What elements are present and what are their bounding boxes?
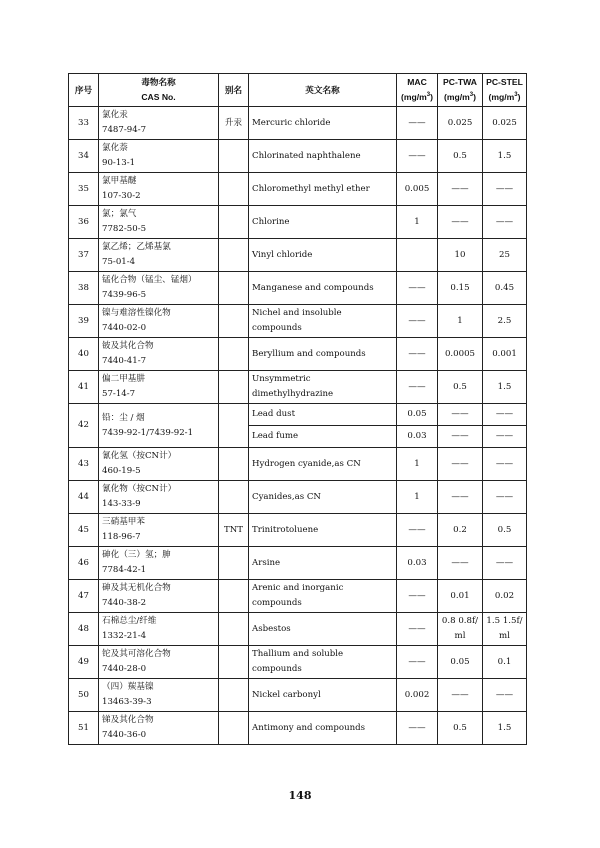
stel-value: 25 xyxy=(483,239,527,272)
alias-cell xyxy=(219,580,249,613)
english-name: Cyanides,as CN xyxy=(249,481,397,514)
toxicant-name: 石棉总尘/纤维 xyxy=(102,616,157,626)
toxicant-name-cell xyxy=(99,679,219,712)
twa-value: —— xyxy=(438,547,483,580)
stel-value: 1.5 1.5f/ml xyxy=(483,613,527,646)
english-name: Lead fume xyxy=(249,426,397,448)
stel-value: 0.001 xyxy=(483,338,527,371)
toxicant-name-cell xyxy=(99,338,219,371)
row-number: 36 xyxy=(69,206,99,239)
table-row xyxy=(69,305,527,338)
english-name: Chloromethyl methyl ether xyxy=(249,173,397,206)
header-mac xyxy=(397,74,438,107)
toxicant-name-cell xyxy=(99,580,219,613)
mac-value: —— xyxy=(397,338,438,371)
alias-cell xyxy=(219,338,249,371)
alias-cell xyxy=(219,206,249,239)
mac-value: —— xyxy=(397,613,438,646)
toxicant-name-cell xyxy=(99,448,219,481)
row-number: 43 xyxy=(69,448,99,481)
twa-value: —— xyxy=(438,173,483,206)
toxicant-name-cell xyxy=(99,481,219,514)
mac-value: —— xyxy=(397,305,438,338)
table-row xyxy=(69,481,527,514)
toxicant-name-cell xyxy=(99,206,219,239)
cas-number: 107-30-2 xyxy=(102,191,141,201)
twa-value: 0.05 xyxy=(438,646,483,679)
stel-value: —— xyxy=(483,448,527,481)
cas-number: 57-14-7 xyxy=(102,389,136,399)
unit-superscript: 3 xyxy=(426,92,431,99)
cas-number: 7440-38-2 xyxy=(102,598,147,608)
mac-value: 1 xyxy=(397,481,438,514)
table-row xyxy=(69,613,527,646)
toxicant-name: 氰化氢（按CN计） xyxy=(102,451,177,461)
mac-value: —— xyxy=(397,107,438,140)
toxicant-name: 氯乙烯；乙烯基氯 xyxy=(102,242,171,252)
alias-cell xyxy=(219,547,249,580)
english-name: Unsymmetric dimethylhydrazine xyxy=(249,371,397,404)
table-row xyxy=(69,173,527,206)
row-number: 37 xyxy=(69,239,99,272)
english-name: Chlorine xyxy=(249,206,397,239)
twa-value: —— xyxy=(438,679,483,712)
toxicant-name: 铊及其可溶化合物 xyxy=(102,649,171,659)
cas-number: 143-33-9 xyxy=(102,499,141,509)
row-number: 38 xyxy=(69,272,99,305)
english-name: Antimony and compounds xyxy=(249,712,397,745)
stel-value: 1.5 xyxy=(483,140,527,173)
english-name: Chlorinated naphthalene xyxy=(249,140,397,173)
alias-cell xyxy=(219,305,249,338)
toxicant-name-cell xyxy=(99,173,219,206)
row-number: 41 xyxy=(69,371,99,404)
stel-value: 1.5 xyxy=(483,371,527,404)
alias-cell xyxy=(219,646,249,679)
header-alias: 别名 xyxy=(219,74,249,107)
stel-value: —— xyxy=(483,679,527,712)
english-name: Nichel and insoluble compounds xyxy=(249,305,397,338)
header-english: 英文名称 xyxy=(249,74,397,107)
toxicant-name: 偏二甲基肼 xyxy=(102,374,145,384)
toxicant-name: 镍与难溶性镍化物 xyxy=(102,308,171,318)
unit-superscript: 3 xyxy=(469,92,474,99)
twa-value: 10 xyxy=(438,239,483,272)
mac-value: 1 xyxy=(397,206,438,239)
header-stel-label: PC-STEL xyxy=(486,77,523,87)
toxicant-name: 氰化物（按CN计） xyxy=(102,484,177,494)
cas-number: 90-13-1 xyxy=(102,158,136,168)
stel-value: 0.45 xyxy=(483,272,527,305)
row-number: 51 xyxy=(69,712,99,745)
twa-value: 0.0005 xyxy=(438,338,483,371)
header-unit xyxy=(489,92,521,102)
twa-value: —— xyxy=(438,481,483,514)
english-name: Asbestos xyxy=(249,613,397,646)
english-name: Arenic and inorganic compounds xyxy=(249,580,397,613)
stel-value: —— xyxy=(483,426,527,448)
twa-value: —— xyxy=(438,426,483,448)
table-row xyxy=(69,712,527,745)
row-number: 44 xyxy=(69,481,99,514)
table-row xyxy=(69,338,527,371)
row-number: 40 xyxy=(69,338,99,371)
mac-value: —— xyxy=(397,580,438,613)
stel-value: 0.02 xyxy=(483,580,527,613)
page-number: 148 xyxy=(288,789,312,802)
twa-value: 0.5 xyxy=(438,140,483,173)
toxicant-name: 锑及其化合物 xyxy=(102,715,154,725)
mac-value: 0.03 xyxy=(397,426,438,448)
stel-value: —— xyxy=(483,206,527,239)
stel-value: 2.5 xyxy=(483,305,527,338)
cas-number: 7440-41-7 xyxy=(102,356,147,366)
toxicant-name-cell xyxy=(99,140,219,173)
row-number: 35 xyxy=(69,173,99,206)
unit-close: ) xyxy=(430,92,433,102)
twa-value: 0.5 xyxy=(438,712,483,745)
unit-text: (mg/m xyxy=(488,92,515,102)
row-number: 45 xyxy=(69,514,99,547)
header-mac-label: MAC xyxy=(407,77,427,87)
stel-value: —— xyxy=(483,404,527,426)
toxicant-name-cell xyxy=(99,272,219,305)
stel-value: 0.1 xyxy=(483,646,527,679)
mac-value: —— xyxy=(397,371,438,404)
stel-value: —— xyxy=(483,173,527,206)
table-row xyxy=(69,371,527,404)
mac-value: 0.05 xyxy=(397,404,438,426)
mac-value: —— xyxy=(397,646,438,679)
alias-cell xyxy=(219,481,249,514)
english-name: Manganese and compounds xyxy=(249,272,397,305)
toxicant-name: 铅：尘 / 烟 xyxy=(102,412,145,423)
alias-cell xyxy=(219,679,249,712)
header-twa-label: PC-TWA xyxy=(443,77,477,87)
toxicant-name-cell xyxy=(99,107,219,140)
header-unit xyxy=(444,92,476,102)
twa-value: 0.15 xyxy=(438,272,483,305)
alias-cell: TNT xyxy=(219,514,249,547)
unit-text: (mg/m xyxy=(444,92,470,102)
header-name-label: 毒物名称 xyxy=(141,77,176,87)
mac-value: 1 xyxy=(397,448,438,481)
table-header-row xyxy=(69,74,527,107)
table-row xyxy=(69,646,527,679)
toxicant-name-cell xyxy=(99,514,219,547)
alias-cell xyxy=(219,712,249,745)
toxicant-name: 砷化（三）氢；胂 xyxy=(102,550,171,560)
toxicant-name: 三硝基甲苯 xyxy=(102,517,145,527)
cas-number: 7440-36-0 xyxy=(102,730,147,740)
header-unit xyxy=(401,92,433,102)
mac-value: —— xyxy=(397,140,438,173)
cas-number: 7440-28-0 xyxy=(102,664,147,674)
header-cas-label: CAS No. xyxy=(141,92,176,102)
twa-value: —— xyxy=(438,448,483,481)
table-body xyxy=(69,107,527,745)
cas-number: 7439-96-5 xyxy=(102,290,147,300)
cas-number: 7440-02-0 xyxy=(102,323,147,333)
twa-value: 0.5 xyxy=(438,371,483,404)
toxicant-name-cell xyxy=(99,613,219,646)
row-number: 33 xyxy=(69,107,99,140)
row-number: 46 xyxy=(69,547,99,580)
mac-value: 0.005 xyxy=(397,173,438,206)
twa-value: 0.01 xyxy=(438,580,483,613)
english-name: Lead dust xyxy=(249,404,397,426)
twa-value: 0.025 xyxy=(438,107,483,140)
table-row xyxy=(69,514,527,547)
english-name: Thallium and soluble compounds xyxy=(249,646,397,679)
header-no: 序号 xyxy=(69,74,99,107)
mac-value: —— xyxy=(397,272,438,305)
alias-cell xyxy=(219,239,249,272)
mac-value: —— xyxy=(397,514,438,547)
english-name: Hydrogen cyanide,as CN xyxy=(249,448,397,481)
toxicant-name-cell xyxy=(99,305,219,338)
table-row xyxy=(69,140,527,173)
toxicant-limits-sheet xyxy=(68,73,526,745)
mac-value xyxy=(397,239,438,272)
table-row xyxy=(69,239,527,272)
cas-number: 7782-50-5 xyxy=(102,224,147,234)
toxicant-name-cell xyxy=(99,547,219,580)
stel-value: —— xyxy=(483,481,527,514)
table-row xyxy=(69,580,527,613)
twa-value: —— xyxy=(438,404,483,426)
cas-number: 460-19-5 xyxy=(102,466,141,476)
twa-value: 0.2 xyxy=(438,514,483,547)
toxicant-name: 氯；氯气 xyxy=(102,209,137,219)
unit-superscript: 3 xyxy=(514,92,518,99)
table-row xyxy=(69,679,527,712)
toxicant-name-cell xyxy=(99,712,219,745)
cas-number: 7439-92-1/7439-92-1 xyxy=(102,427,194,438)
cas-number: 13463-39-3 xyxy=(102,697,152,707)
alias-cell xyxy=(219,272,249,305)
english-name: Beryllium and compounds xyxy=(249,338,397,371)
english-name: Nickel carbonyl xyxy=(249,679,397,712)
toxicant-name-cell xyxy=(99,239,219,272)
toxicant-name: 氯化萘 xyxy=(102,143,128,153)
alias-cell xyxy=(219,140,249,173)
alias-cell xyxy=(219,448,249,481)
alias-cell: 升汞 xyxy=(219,107,249,140)
unit-text: (mg/m xyxy=(401,92,427,102)
alias-cell xyxy=(219,404,249,448)
alias-cell xyxy=(219,173,249,206)
twa-value: 0.8 0.8f/ml xyxy=(438,613,483,646)
mac-value: 0.002 xyxy=(397,679,438,712)
table-row xyxy=(69,448,527,481)
english-name: Vinyl chloride xyxy=(249,239,397,272)
cas-number: 75-01-4 xyxy=(102,257,136,267)
toxicant-name: 铍及其化合物 xyxy=(102,341,154,351)
cas-number: 1332-21-4 xyxy=(102,631,147,641)
toxicant-name: 锰化合物（锰尘、锰烟） xyxy=(102,275,197,285)
table-row xyxy=(69,107,527,140)
header-twa xyxy=(438,74,483,107)
table-row xyxy=(69,404,527,426)
cas-number: 7784-42-1 xyxy=(102,565,147,575)
toxicant-name: 氯化汞 xyxy=(102,110,128,120)
toxicant-name: 氯甲基醚 xyxy=(102,176,137,186)
table-row xyxy=(69,547,527,580)
row-number: 39 xyxy=(69,305,99,338)
english-name: Mercuric chloride xyxy=(249,107,397,140)
row-number: 42 xyxy=(69,404,99,448)
twa-value: 1 xyxy=(438,305,483,338)
stel-value: 1.5 xyxy=(483,712,527,745)
table-row xyxy=(69,206,527,239)
english-name: Trinitrotoluene xyxy=(249,514,397,547)
mac-value: 0.03 xyxy=(397,547,438,580)
row-number: 49 xyxy=(69,646,99,679)
unit-close: ) xyxy=(517,92,521,102)
twa-value: —— xyxy=(438,206,483,239)
english-name: Arsine xyxy=(249,547,397,580)
stel-value: —— xyxy=(483,547,527,580)
alias-cell xyxy=(219,613,249,646)
row-number: 34 xyxy=(69,140,99,173)
cas-number: 118-96-7 xyxy=(102,532,141,542)
unit-close: ) xyxy=(473,92,476,102)
alias-cell xyxy=(219,371,249,404)
toxicant-name-cell xyxy=(99,646,219,679)
header-stel xyxy=(483,74,527,107)
toxicant-name-cell xyxy=(99,404,219,448)
row-number: 47 xyxy=(69,580,99,613)
row-number: 48 xyxy=(69,613,99,646)
stel-value: 0.5 xyxy=(483,514,527,547)
mac-value: —— xyxy=(397,712,438,745)
row-number: 50 xyxy=(69,679,99,712)
header-name xyxy=(99,74,219,107)
toxicant-name: （四）羰基镍 xyxy=(102,682,154,692)
table-row xyxy=(69,272,527,305)
toxicant-limits-table xyxy=(68,73,527,745)
stel-value: 0.025 xyxy=(483,107,527,140)
toxicant-name: 砷及其无机化合物 xyxy=(102,583,171,593)
toxicant-name-cell xyxy=(99,371,219,404)
cas-number: 7487-94-7 xyxy=(102,125,147,135)
